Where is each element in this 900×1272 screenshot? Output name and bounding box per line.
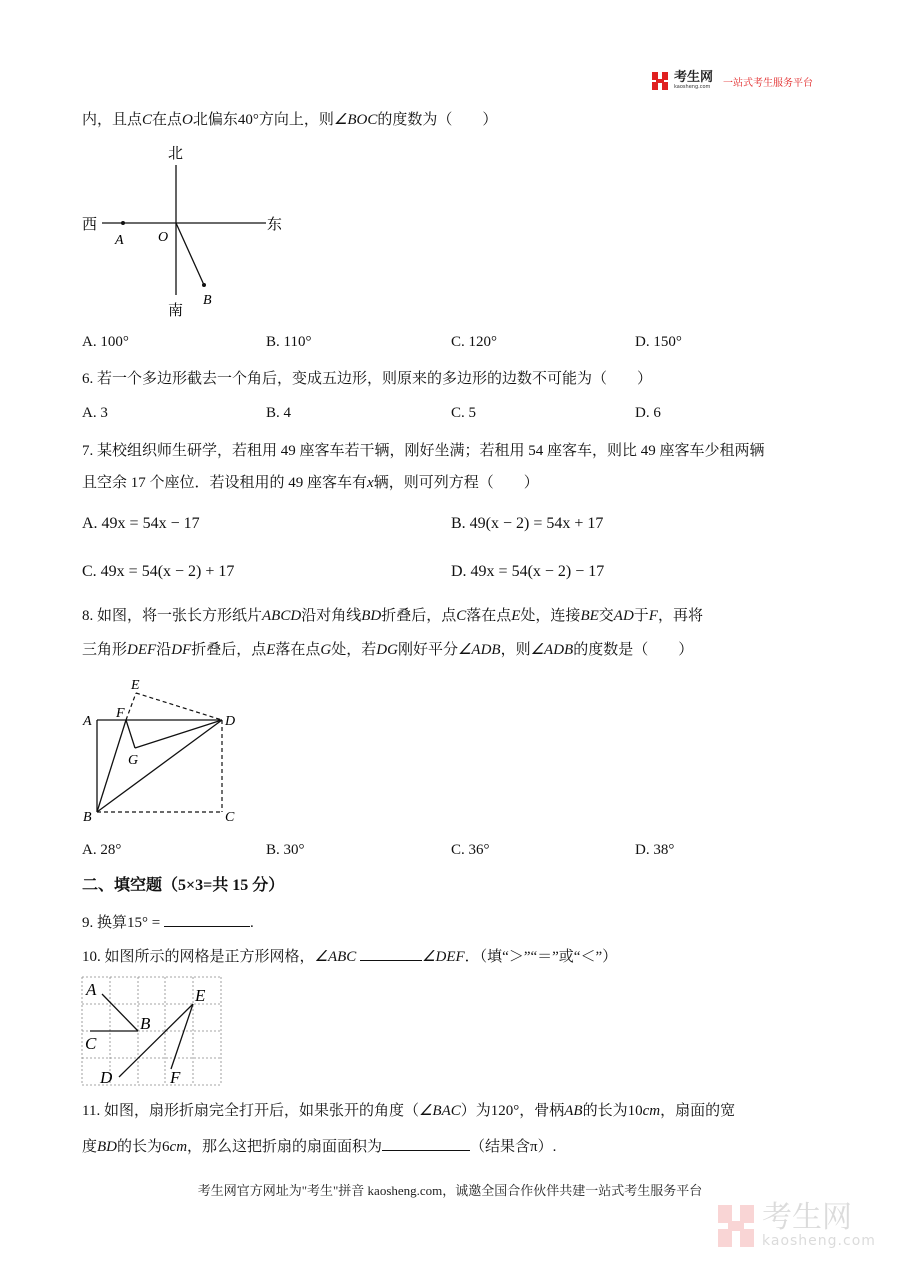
q10-text: ．（填“＞”“＝”或“＜”） (464, 949, 618, 965)
q6-option-a[interactable]: A. 3 (82, 405, 108, 421)
q8-text: 落在点 (466, 608, 512, 624)
q8-text: 三角形 (82, 642, 128, 658)
section-title: 二、填空题（5×3=共 15 分） (82, 877, 285, 894)
q8-option-d[interactable]: D. 38° (635, 842, 675, 858)
segment-bf (97, 720, 126, 812)
q5-point-c: C (142, 112, 153, 128)
logo-slogan: 一站式考生服务平台 (723, 77, 814, 89)
q8-text: 落在点 (275, 642, 321, 658)
label-f: F (170, 1068, 181, 1087)
segment-de (119, 1004, 193, 1077)
point-b (202, 283, 206, 287)
q7-option-c[interactable]: C. 49x = 54(x − 2) + 17 (82, 563, 235, 580)
segment-ed (136, 693, 222, 720)
header-logo (652, 72, 813, 90)
q8-math: E (266, 642, 276, 658)
segment-fg (126, 720, 135, 748)
q8-math: ∠ADB (530, 642, 574, 658)
q8-math: BD (361, 608, 382, 624)
q11-math: AB (564, 1103, 583, 1119)
q8-math: DEF (127, 642, 157, 658)
q8-math: ∠ADB (457, 642, 501, 658)
q11-math: BD (97, 1139, 118, 1155)
watermark-name: 考生网 (762, 1200, 852, 1235)
label-e: E (195, 986, 206, 1005)
q8-text: ，再将 (657, 608, 703, 624)
label-c: C (85, 1034, 97, 1053)
q8-rectangle-figure (70, 670, 260, 830)
q6-question: 6. 若一个多边形截去一个角后，变成五边形，则原来的多边形的边数不可能为（ ） (82, 371, 653, 387)
label-a: A (115, 233, 124, 248)
q7-question-line2 (82, 473, 539, 493)
logo-domain: kaosheng.com (674, 84, 711, 90)
q8-math: BE (580, 608, 599, 624)
q11-text: 度 (82, 1139, 98, 1155)
q11-angle: ∠BAC (418, 1103, 461, 1119)
q5-question (82, 110, 497, 130)
label-east: 东 (267, 217, 283, 233)
q9-text: 9. 换算15° = (82, 915, 161, 931)
q8-option-b[interactable]: B. 30° (266, 842, 305, 858)
q5-compass-figure (70, 140, 300, 325)
watermark-domain: kaosheng.com (762, 1233, 876, 1249)
q5-option-b[interactable]: B. 110° (266, 334, 312, 350)
segment-ab (102, 994, 138, 1031)
q5-angle: ∠BOC (333, 112, 378, 128)
q6-option-b[interactable]: B. 4 (266, 405, 292, 421)
point-a (121, 221, 125, 225)
q11-text: ，那么这把折扇的扇面面积为 (187, 1139, 383, 1155)
label-a: A (83, 714, 92, 729)
q5-option-d[interactable]: D. 150° (635, 334, 682, 350)
kaosheng-logo-icon (652, 72, 668, 90)
q8-math: DF (171, 642, 192, 658)
q8-text: 8. 如图，将一张长方形纸片 (82, 608, 263, 624)
label-west: 西 (82, 217, 98, 233)
watermark (718, 1200, 876, 1249)
q5-point-o: O (182, 112, 193, 128)
q11-unit: cm (642, 1103, 661, 1119)
kaosheng-watermark-icon (718, 1205, 754, 1247)
q8-text: 交 (598, 608, 614, 624)
label-north: 北 (168, 146, 184, 162)
diagonal-bd (97, 720, 222, 812)
label-d: D (100, 1068, 113, 1087)
q10-answer-blank[interactable] (360, 946, 422, 961)
q8-text: 的度数是（ ） (573, 642, 694, 658)
q10-text: 10. 如图所示的网格是正方形网格， (82, 949, 315, 965)
q8-text: ，则 (500, 642, 531, 658)
q9-answer-blank[interactable] (164, 912, 250, 927)
label-b: B (140, 1014, 151, 1033)
q8-option-c[interactable]: C. 36° (451, 842, 490, 858)
q5-text: 内，且点 (82, 112, 143, 128)
q8-text: 折叠后，点 (191, 642, 267, 658)
label-g: G (128, 753, 139, 768)
q7-option-d[interactable]: D. 49x = 54(x − 2) − 17 (451, 563, 605, 580)
q11-text: ）为120°，骨柄 (460, 1103, 565, 1119)
q11-text: 的长为10 (582, 1103, 643, 1119)
q10-grid-figure (75, 970, 235, 1090)
q11-answer-blank[interactable] (382, 1136, 470, 1151)
q8-question-line1 (82, 606, 703, 626)
q8-text: 沿 (156, 642, 172, 658)
q8-text: 处，若 (331, 642, 377, 658)
ray-ob (176, 223, 204, 285)
q5-option-c[interactable]: C. 120° (451, 334, 498, 350)
label-f: F (116, 706, 125, 721)
q9-question (82, 912, 254, 933)
q8-question-line2 (82, 640, 693, 660)
segment-gd (135, 720, 222, 748)
q11-question-line2 (82, 1136, 556, 1157)
q5-text: 在点 (152, 112, 183, 128)
label-south: 南 (168, 303, 184, 319)
label-b: B (203, 293, 212, 308)
q10-angle-abc: ∠ABC (314, 949, 357, 965)
q7-option-a[interactable]: A. 49x = 54x − 17 (82, 515, 200, 532)
q8-math: C (456, 608, 467, 624)
segment-ef (171, 1004, 193, 1069)
q7-text: 且空余 17 个座位．若设租用的 49 座客车有 (82, 475, 368, 491)
q11-text: 11. 如图，扇形折扇完全打开后，如果张开的角度（ (82, 1103, 419, 1119)
q8-text: 刚好平分 (397, 642, 458, 658)
q8-math: DG (376, 642, 398, 658)
q8-text: 处，连接 (520, 608, 581, 624)
q11-text: 的长为6 (117, 1139, 170, 1155)
q10-question (82, 946, 617, 967)
segment-fe (126, 693, 136, 720)
q8-text: 沿对角线 (301, 608, 362, 624)
q8-math: E (511, 608, 521, 624)
q5-text: 的度数为（ ） (377, 112, 498, 128)
q7-variable: x (367, 475, 374, 491)
logo-name: 考生网 (674, 70, 714, 85)
q8-math: ABCD (262, 608, 302, 624)
q10-angle-def: ∠DEF (422, 949, 465, 965)
label-c: C (225, 810, 235, 825)
q8-text: 折叠后，点 (381, 608, 457, 624)
q8-text: 于 (633, 608, 649, 624)
footer-text: 考生网官方网址为"考生"拼音 kaosheng.com，诚邀全国合作伙伴共建一站式考生服务平台 (197, 1183, 703, 1198)
q7-text: 辆，则可列方程（ ） (373, 475, 539, 491)
q8-math: AD (613, 608, 634, 624)
label-a: A (86, 980, 97, 999)
label-e: E (131, 678, 140, 693)
q11-question-line1 (82, 1101, 735, 1121)
label-o: O (158, 230, 169, 245)
q11-text: （结果含π）. (470, 1139, 557, 1155)
q7-question-line1: 7. 某校组织师生研学，若租用 49 座客车若干辆，刚好坐满；若租用 54 座客车，则比 49 座客车少租两辆 (82, 443, 765, 459)
label-d: D (225, 714, 236, 729)
q7-option-b[interactable]: B. 49(x − 2) = 54x + 17 (451, 515, 604, 532)
q6-option-d[interactable]: D. 6 (635, 405, 661, 421)
q5-option-a[interactable]: A. 100° (82, 334, 129, 350)
label-b: B (83, 810, 92, 825)
q11-unit: cm (169, 1139, 188, 1155)
q6-option-c[interactable]: C. 5 (451, 405, 477, 421)
q8-option-a[interactable]: A. 28° (82, 842, 122, 858)
q8-math: G (320, 642, 332, 658)
q9-suffix: . (249, 915, 254, 931)
q11-text: ，扇面的宽 (660, 1103, 736, 1119)
q8-math: F (648, 608, 658, 624)
q5-text: 北偏东40°方向上，则 (192, 112, 334, 128)
